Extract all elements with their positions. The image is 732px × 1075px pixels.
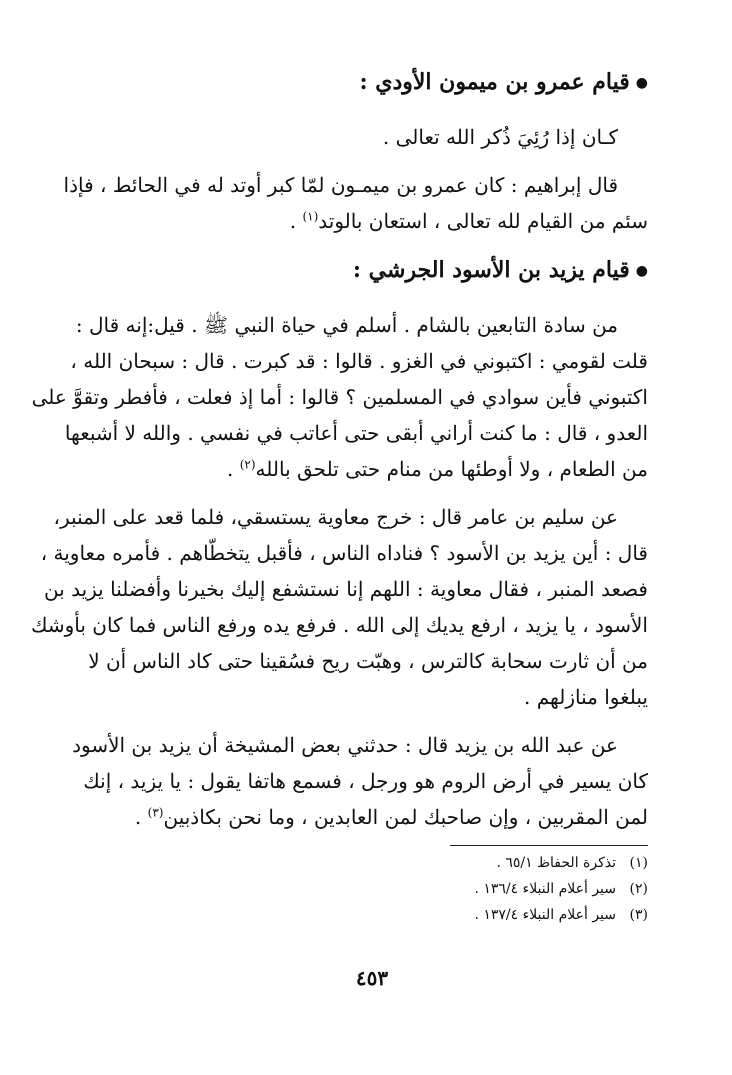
text-line — [96, 206, 648, 236]
text-line: كـان إذا رُئِيَ ذُكر الله تعالى . — [382, 125, 618, 149]
footnote-divider — [450, 845, 648, 846]
text-line: قال إبراهيم : كان عمرو بن ميمـون لمّا كبر أوتد له في الحائط ، فإذا — [63, 173, 618, 197]
footnote-number: (٢) — [629, 881, 648, 897]
text-line: الأسود ، يا يزيد ، ارفع يديك إلى الله . فرفع يده ورفع الناس فما كان بأوشك — [30, 613, 648, 637]
text-line — [96, 454, 648, 484]
line-text: لمن المقربين ، وإن صاحبك لمن العابدين ، وما نحن بكاذبين — [163, 805, 648, 829]
bullet-icon: ● — [635, 263, 648, 279]
footnote-mark: (١) — [302, 209, 319, 224]
line-tail: . — [134, 805, 148, 829]
footnote-number: (٣) — [629, 907, 648, 923]
bullet-icon: ● — [635, 75, 648, 91]
text-line: قلت لقومي : اكتبوني في الغزو . قالوا : قد كبرت . قال : سبحان الله ، — [70, 349, 648, 373]
text-line: كان يسير في أرض الروم هو ورجل ، فسمع هاتفا يقول : يا يزيد ، إنك — [83, 769, 648, 793]
text-line: العدو ، قال : ما كنت أراني أبقى حتى أعاتب في نفسي . والله لا أشبعها — [64, 421, 648, 445]
page-number: ٤٥٣ — [355, 966, 389, 990]
heading-text: قيام يزيد بن الأسود الجرشي : — [352, 257, 630, 283]
text-line: عن عبد الله بن يزيد قال : حدثني بعض المشيخة أن يزيد بن الأسود — [72, 733, 618, 757]
footnote-text: تذكرة الحفاظ ٦٥/١ . — [496, 855, 616, 871]
line-text: سئم من القيام لله تعالى ، استعان بالوتد — [318, 209, 648, 233]
text-line: يبلغوا منازلهم . — [524, 685, 648, 709]
footnote-text: سير أعلام النبلاء ١٣٦/٤ . — [474, 881, 616, 897]
text-line — [96, 802, 648, 832]
text-line: عن سليم بن عامر قال : خرج معاوية يستسقي، فلما قعد على المنبر، — [53, 505, 618, 529]
text-line: فصعد المنبر ، فقال معاوية : اللهم إنا نستشفع إليك بخيرنا وأفضلنا يزيد بن — [43, 577, 648, 601]
line-tail: . — [289, 209, 303, 233]
footnote-mark: (٣) — [147, 805, 164, 820]
section-heading-yazid — [96, 254, 648, 287]
footnote-text: سير أعلام النبلاء ١٣٧/٤ . — [474, 907, 616, 923]
text-line: قال : أين يزيد بن الأسود ؟ فناداه الناس ، فأقبل يتخطّاهم . فأمره معاوية ، — [40, 541, 648, 565]
footnote-1 — [96, 852, 648, 874]
heading-text: قيام عمرو بن ميمون الأودي : — [359, 69, 630, 95]
footnote-number: (١) — [629, 855, 648, 871]
text-line: من أن ثارت سحابة كالترس ، وهبّت ريح فسُقينا حتى كاد الناس أن لا — [88, 649, 648, 673]
section-heading-amr — [96, 66, 648, 99]
text-line: من سادة التابعين بالشام . أسلم في حياة النبي ﷺ . قيل:إنه قال : — [75, 313, 618, 337]
footnote-2 — [96, 878, 648, 900]
line-tail: . — [227, 457, 240, 481]
footnote-3 — [96, 904, 648, 926]
book-page — [30, 54, 648, 1054]
text-line: اكتبوني فأين سوادي في المسلمين ؟ قالوا : أما إذ فعلت ، فأفطر وتقوَّ على — [31, 385, 648, 409]
line-text: من الطعام ، ولا أوطئها من منام حتى تلحق بالله — [255, 457, 648, 481]
footnote-mark: (٢) — [239, 457, 256, 472]
